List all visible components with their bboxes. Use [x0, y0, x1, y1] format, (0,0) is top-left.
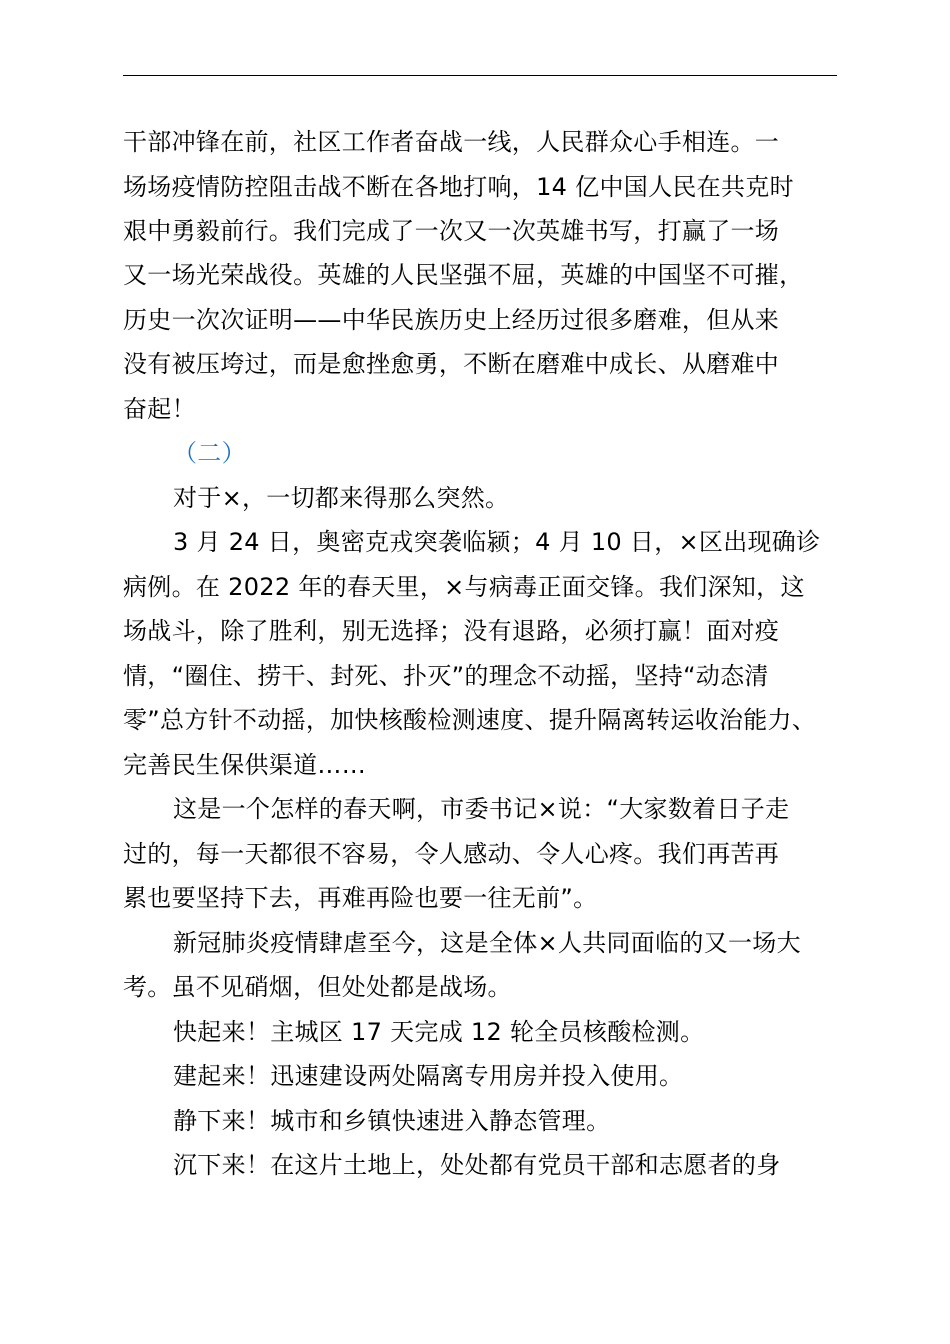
spring-line: 累也要坚持下去，再难再险也要一往无前”。 — [123, 884, 598, 912]
action-line: 快起来！主城区 17 天完成 12 轮全员核酸检测。 — [173, 1018, 705, 1046]
exam-line: 考。虽不见硝烟，但处处都是战场。 — [123, 973, 512, 1001]
exam-line: 新冠肺炎疫情肆虐至今，这是全体×人共同面临的又一场大 — [173, 929, 801, 957]
intro-line: 干部冲锋在前，社区工作者奋战一线，人民群众心手相连。一 — [123, 128, 780, 156]
intro-line: 历史一次次证明——中华民族历史上经历过很多磨难，但从来 — [123, 306, 780, 334]
timeline-line: 零”总方针不动摇，加快核酸检测速度、提升隔离转运收治能力、 — [123, 706, 817, 734]
action-line: 建起来！迅速建设两处隔离专用房并投入使用。 — [173, 1062, 684, 1090]
spring-line: 过的，每一天都很不容易，令人感动、令人心疼。我们再苦再 — [123, 840, 780, 868]
header-rule — [123, 75, 837, 76]
spring-line: 这是一个怎样的春天啊，市委书记×说：“大家数着日子走 — [173, 795, 790, 823]
section-heading: （二） — [173, 439, 246, 467]
action-line: 沉下来！在这片土地上，处处都有党员干部和志愿者的身 — [173, 1151, 781, 1179]
intro-line: 奋起！ — [123, 395, 196, 423]
sudden-paragraph: 对于×，一切都来得那么突然。 — [173, 484, 510, 512]
timeline-line: 3 月 24 日，奥密克戎突袭临颍；4 月 10 日，×区出现确诊 — [173, 528, 821, 556]
intro-line: 艰中勇毅前行。我们完成了一次又一次英雄书写，打赢了一场 — [123, 217, 780, 245]
intro-line: 又一场光荣战役。英雄的人民坚强不屈，英雄的中国坚不可摧， — [123, 261, 804, 289]
timeline-line: 情，“圈住、捞干、封死、扑灭”的理念不动摇，坚持“动态清 — [123, 662, 769, 690]
timeline-line: 病例。在 2022 年的春天里，×与病毒正面交锋。我们深知，这 — [123, 573, 805, 601]
intro-line: 场场疫情防控阻击战不断在各地打响，14 亿中国人民在共克时 — [123, 173, 794, 201]
action-line: 静下来！城市和乡镇快速进入静态管理。 — [173, 1107, 611, 1135]
timeline-line: 完善民生保供渠道…… — [123, 751, 366, 779]
intro-line: 没有被压垮过，而是愈挫愈勇，不断在磨难中成长、从磨难中 — [123, 350, 780, 378]
timeline-line: 场战斗，除了胜利，别无选择；没有退路，必须打赢！面对疫 — [123, 617, 780, 645]
